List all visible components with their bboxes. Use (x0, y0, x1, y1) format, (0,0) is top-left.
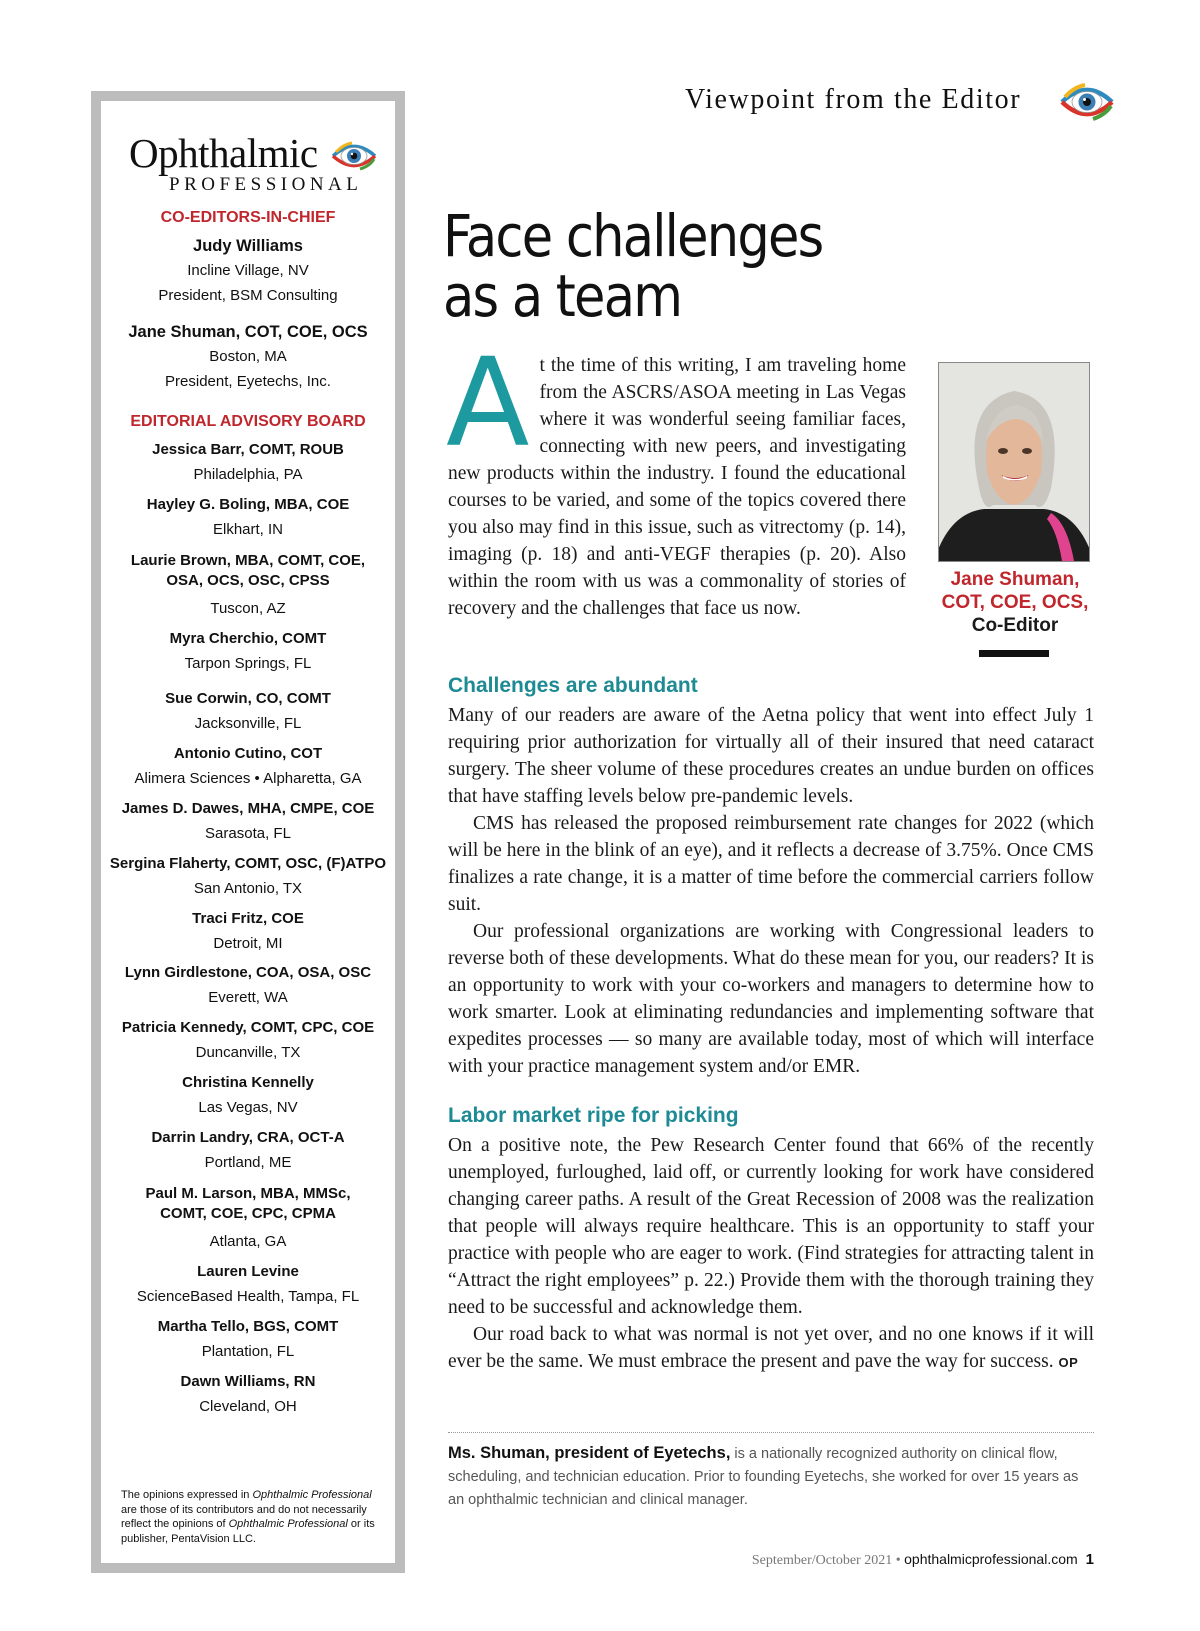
page-footer: September/October 2021 • ophthalmicprofessional.com 1 (751, 1551, 1094, 1568)
body-paragraph (448, 1321, 1094, 1376)
intro-paragraph (446, 332, 906, 622)
board-member-name: Traci Fritz, COE (192, 910, 304, 927)
editor-name: Judy Williams (193, 237, 303, 255)
board-member-name: Myra Cherchio, COMT (169, 630, 327, 647)
board-member-location: Plantation, FL (201, 1342, 295, 1360)
board-member-location: Jacksonville, FL (194, 714, 302, 732)
board-member-location: Las Vegas, NV (198, 1098, 298, 1116)
author-portrait-icon (939, 363, 1089, 561)
eye-icon (1059, 80, 1115, 124)
editor-detail: Incline Village, NV (187, 262, 309, 279)
board-member-name: James D. Dawes, MHA, CMPE, COE (121, 800, 375, 817)
board-member-location: ScienceBased Health, Tampa, FL (136, 1287, 360, 1305)
masthead-sidebar (91, 91, 405, 1573)
board-member-location: Sarasota, FL (205, 824, 291, 842)
page-number: 1 (1085, 1551, 1094, 1568)
board-member-name: Lynn Girdlestone, COA, OSA, OSC (124, 964, 372, 981)
editor-detail: Boston, MA (209, 348, 287, 365)
board-member-location: Cleveland, OH (199, 1397, 297, 1415)
board-member-name: Hayley G. Boling, MBA, COE (146, 496, 350, 513)
intro-text: t the time of this writing, I am traveling home from the ASCRS/ASOA meeting in Las Vegas where it was wonderful seeing familiar faces, connecting with new peers, and investigating new products within the industry. I found the educational courses to be varied, and some of the topics covered there you also may find in this issue, such as vitrectomy (p. 14), imaging (p. 18) and anti-VEGF therapies (p. 20). Also within the room with us was a commonality of stories of recovery and the challenges that face us now. (448, 355, 906, 619)
body-paragraph: Many of our readers are aware of the Aetna policy that went into effect July 1 requiring prior authorization for virtually all of their insured that need cataract surgery. The sheer volume of these procedures creates an undue burden on offices that have staffing levels below pre-pandemic levels. (448, 705, 1094, 807)
board-member-location: Everett, WA (208, 988, 288, 1006)
board-member-name: Antonio Cutino, COT (173, 745, 323, 762)
bio-lead: Ms. Shuman, president of Eyetechs, (448, 1444, 731, 1462)
bio-text: is a nationally recognized authority on clinical flow, scheduling, and technician education. Prior to founding Eyetechs, she worked for over 15 years as an ophthalmic technician and clinical manager. (448, 1446, 1079, 1508)
board-member-location: San Antonio, TX (193, 879, 303, 897)
photo-caption: Jane Shuman, COT, COE, OCS, Co-Editor (941, 569, 1089, 636)
advisory-board-heading: EDITORIAL ADVISORY BOARD (130, 413, 366, 430)
board-member-name: Dawn Williams, RN (180, 1373, 316, 1390)
board-member-name: Christina Kennelly (182, 1074, 314, 1091)
editor-detail: President, BSM Consulting (158, 287, 338, 304)
eye-icon (330, 139, 378, 173)
logo-wordmark: Ophthalmic (129, 130, 318, 176)
subhead-challenges: Challenges are abundant (448, 674, 698, 697)
bio-divider (448, 1432, 1094, 1433)
article-title: Face challenges as a team (443, 202, 823, 330)
board-member-name: Martha Tello, BGS, COMT (157, 1318, 339, 1335)
board-member-location: Portland, ME (204, 1153, 292, 1171)
end-mark: OP (1058, 1355, 1079, 1370)
section-header: Viewpoint from the Editor (685, 84, 1022, 115)
co-editors-heading: CO-EDITORS-IN-CHIEF (160, 209, 336, 226)
website-link[interactable]: ophthalmicprofessional.com (904, 1551, 1078, 1567)
logo-subtitle: PROFESSIONAL (169, 174, 363, 195)
body-paragraph: On a positive note, the Pew Research Center found that 66% of the recently unemployed, furloughed, laid off, or currently looking for work have considered changing career paths. A result of the Great Recession of 2008 was the realization that people will always require healthcare. This is an opportunity to staff your practice with people who are eager to work. (Find strategies for attracting talent in “Attract the right employees” p. 22.) Provide them with the thorough training they need to be successful and acknowledge them. (448, 1135, 1094, 1318)
drop-cap: A (446, 332, 530, 474)
board-member-name: Jessica Barr, COMT, ROUB (152, 441, 344, 458)
closing-text: Our road back to what was normal is not yet over, and no one knows if it will ever be the same. We must embrace the present and pave the way for success. (448, 1324, 1094, 1372)
body-paragraph: CMS has released the proposed reimbursement rate changes for 2022 (which will be here in the blink of an eye), and it reflects a decrease of 3.75%. Once CMS finalizes a rate change, it is a matter of time before the commercial carriers follow suit. (448, 813, 1094, 915)
body-paragraph: Our professional organizations are working with Congressional leaders to reverse both of these developments. What do these mean for you, our readers? It is an opportunity to work with your co-workers and managers to determine how to work smarter. Look at eliminating redundancies and implementing software that expedites processes — so many are available today, most of which will interface with your practice management system and/or EMR. (448, 921, 1094, 1077)
board-member-location: Detroit, MI (213, 934, 283, 952)
section-labor-market (448, 1132, 1094, 1376)
issue-date: September/October 2021 (751, 1553, 893, 1568)
subhead-labor-market: Labor market ripe for picking (448, 1104, 739, 1127)
board-member-name: Sergina Flaherty, COMT, OSC, (F)ATPO (109, 855, 387, 872)
board-member-name: Sue Corwin, CO, COMT (165, 690, 331, 707)
board-member-location: Atlanta, GA (209, 1233, 287, 1250)
publication-logo (129, 131, 389, 201)
board-member-name: Paul M. Larson, MBA, MMSc, COMT, COE, CPC, CPMA (145, 1185, 351, 1222)
caption-rule (979, 650, 1049, 657)
board-member-name: Laurie Brown, MBA, COMT, COE, OSA, OCS, OSC, CPSS (130, 552, 366, 589)
editor-detail: President, Eyetechs, Inc. (165, 373, 331, 390)
editor-name: Jane Shuman, COT, COE, OCS (128, 323, 368, 341)
author-bio (448, 1442, 1094, 1512)
board-member-name: Lauren Levine (197, 1263, 299, 1280)
board-member-location: Alimera Sciences • Alpharetta, GA (134, 769, 362, 787)
board-member-location: Philadelphia, PA (193, 465, 303, 483)
author-photo (938, 362, 1090, 562)
board-member-location: Tuscon, AZ (210, 600, 286, 617)
board-member-location: Tarpon Springs, FL (184, 654, 312, 672)
board-member-location: Duncanville, TX (195, 1043, 301, 1061)
board-member-location: Elkhart, IN (212, 520, 284, 538)
disclaimer: The opinions expressed in Ophthalmic Professional are those of its contributors and do not necessarily reflect the opinions of Ophthalmic Professional or its publisher, PentaVision LLC. (121, 1489, 375, 1545)
section-challenges (448, 702, 1094, 1080)
board-member-name: Patricia Kennedy, COMT, CPC, COE (121, 1019, 375, 1036)
board-member-name: Darrin Landry, CRA, OCT-A (151, 1129, 345, 1146)
